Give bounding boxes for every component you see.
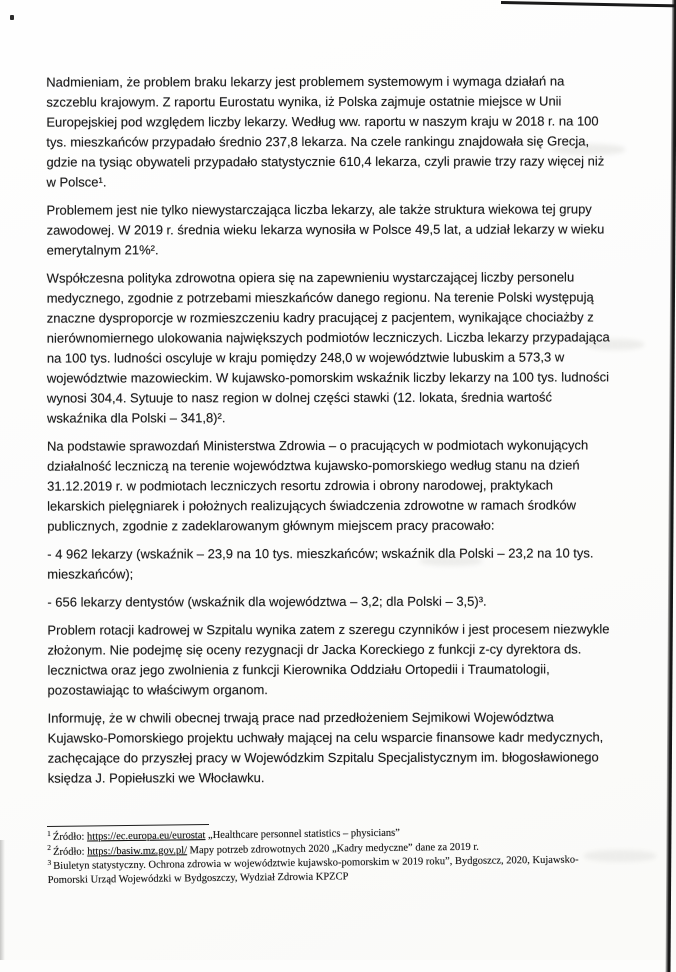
bullet-dentists-count: - 656 lekarzy dentystów (wskaźnik dla województwa – 3,2; dla Polski – 3,5)³. <box>47 593 487 610</box>
footnote-1-suffix: „Healthcare personnel statistics – physicians” <box>205 827 400 842</box>
paragraph-resolution-info: Informuję, że w chwili obecnej trwają prace nad przedłożeniem Sejmikowi Województwa Kujawsko-Pomorskiego projektu uchwały mającej na celu wsparcie finansowe kadr medycznych, zachęcające do przyszłej pracy w Wojewódzkim Szpitalu Specjalistycznym im. błogosławionego księdza J. Popiełuszki we Włocławku. <box>47 709 604 786</box>
footnote-3-text: Biuletyn statystyczny. Ochrona zdrowia w województwie kujawsko-pomorskim w 2019 roku”, Bydgoszcz, 2020, Kujawsko-Pomorski Urząd Wojewódzki w Bydgoszczy, Wydział Zdrowia KPZCP <box>47 854 579 886</box>
scan-edge-left <box>0 840 5 960</box>
scan-edge-top <box>501 1 676 7</box>
footnote-2-link[interactable]: https://basiw.mz.gov.pl/ <box>87 844 188 858</box>
footnote-3-marker: 3 <box>47 857 52 867</box>
scan-edge-right <box>666 0 676 972</box>
bullet-doctors-count: - 4 962 lekarzy (wskaźnik – 23,9 na 10 tys. mieszkańców; wskaźnik dla Polski – 23,2 na 10 tys. mieszkańców); <box>47 545 594 582</box>
letter-body <box>46 71 613 796</box>
footnote-1-text: Źródło: <box>52 831 88 843</box>
paragraph-staff-rotation: Problem rotacji kadrowej w Szpitalu wynika zatem z szeregu czynników i jest procesem niezwykle złożonym. Nie podejmę się oceny rezygnacji dr Jacka Koreckiego z funkcji z-cy dyrektora ds. lecznictwa oraz jego zwolnienia z funkcji Kierownika Oddziału Ortopedii i Traumatologii, pozostawiając to właściwym organom. <box>47 621 610 698</box>
paragraph-age-structure: Problemem jest nie tylko niewystarczająca liczba lekarzy, ale także struktura wiekowa tej grupy zawodowej. W 2019 r. średnia wieku lekarza wynosiła w Polsce 49,5 lat, a udział lekarzy w wieku emerytalnym 21%². <box>46 201 605 258</box>
footnotes-section <box>47 819 596 888</box>
footnote-2-text: Źródło: <box>53 846 88 858</box>
footnote-separator <box>47 824 209 827</box>
paragraph-health-policy: Współczesna polityka zdrowotna opiera się na zapewnieniu wystarczającej liczby personelu medycznego, zgodnie z potrzebami mieszkańców danego regionu. Na terenie Polski występują znaczne dysproporcje w rozmieszczeniu kadry pracującej z pacjentem, wynikające chociażby z nierównomiernego ulokowania największych podmiotów leczniczych. Liczba lekarzy przypadająca na 100 tys. ludności oscyluje w kraju pomiędzy 248,0 w województwie lubuskim a 573,3 w województwie mazowieckim. W kujawsko-pomorskim wskaźnik liczby lekarzy na 100 tys. ludności wynosi 304,4. Sytuuje to nasz region w dolnej części stawki (12. lokata, średnia wartość wskaźnika dla Polski – 341,8)². <box>46 269 610 426</box>
paragraph-ministry-reports: Na podstawie sprawozdań Ministerstwa Zdrowia – o pracujących w podmiotach wykonujących działalność leczniczą na terenie województwa kujawsko-pomorskiego według stanu na dzień 31.12.2019 r. w podmiotach leczniczych resortu zdrowia i obrony narodowej, praktykach lekarskich pielęgniarek i położnych realizujących świadczenia zdrowotne w ramach środków publicznych, zgodnie z zadeklarowanym głównym miejscem pracy pracowało: <box>47 437 589 534</box>
scan-speck <box>10 15 14 20</box>
footnote-2-suffix: Mapy potrzeb zdrowotnych 2020 „Kadry medyczne” dane za 2019 r. <box>186 841 479 856</box>
footnote-2-marker: 2 <box>47 842 52 852</box>
footnote-3 <box>47 853 595 887</box>
footnote-1-marker: 1 <box>47 828 51 838</box>
paragraph-doctor-shortage: Nadmieniam, że problem braku lekarzy jest problemem systemowym i wymaga działań na szczeblu krajowym. Z raportu Eurostatu wynika, iż Polska zajmuje ostatnie miejsce w Unii Europejskiej pod względem liczby lekarzy. Według ww. raportu w naszym kraju w 2018 r. na 100 tys. mieszkańców przypadało średnio 237,8 lekarza. Na czele rankingu znajdowała się Grecja, gdzie na tysiąc obywateli przypadało statystycznie 610,4 lekarza, czyli prawie trzy razy więcej niż w Polsce¹. <box>46 73 605 190</box>
footnote-1-link[interactable]: https://ec.europa.eu/eurostat <box>86 830 206 843</box>
